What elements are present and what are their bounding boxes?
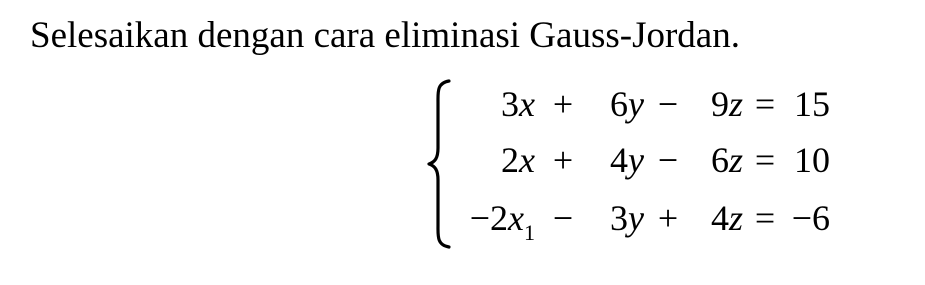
operator-1: + [552, 84, 574, 124]
variable: y [628, 140, 644, 180]
operator-2: − [657, 84, 679, 124]
coefficient: 3 [501, 84, 520, 124]
variable: z [728, 198, 743, 238]
coefficient: −2 [469, 198, 509, 238]
equation-system [425, 78, 845, 250]
equation-row-1 [425, 80, 845, 128]
term-2 [580, 80, 644, 128]
equation-row-2 [425, 136, 845, 184]
term-1 [455, 80, 535, 128]
operator-2: − [657, 140, 679, 180]
variable: x [519, 140, 535, 180]
equation-row-3 [425, 194, 845, 245]
equals-sign: = [754, 84, 776, 124]
variable: y [628, 198, 644, 238]
term-1 [455, 194, 535, 247]
subscript: 1 [524, 220, 535, 245]
variable: x [519, 84, 535, 124]
term-3 [687, 136, 743, 184]
right-hand-side: 15 [794, 84, 830, 124]
operator-2: + [657, 198, 679, 238]
term-1 [455, 136, 535, 184]
coefficient: 4 [610, 140, 629, 180]
right-hand-side: 10 [794, 140, 830, 180]
equals-sign: = [754, 140, 776, 180]
variable: z [728, 140, 743, 180]
operator-1: + [552, 140, 574, 180]
coefficient: 4 [710, 198, 729, 238]
term-3 [687, 194, 743, 242]
right-hand-side: −6 [791, 198, 830, 238]
coefficient: 2 [501, 140, 520, 180]
coefficient: 6 [610, 84, 629, 124]
term-3 [687, 80, 743, 128]
equals-sign: = [754, 198, 776, 238]
coefficient: 9 [710, 84, 729, 124]
problem-instruction: Selesaikan dengan cara eliminasi Gauss-Jordan. [30, 15, 740, 56]
operator-1: − [552, 198, 574, 238]
variable: x [508, 198, 524, 238]
variable: y [628, 84, 644, 124]
term-2 [580, 136, 644, 184]
variable: z [728, 84, 743, 124]
term-2 [580, 194, 644, 242]
coefficient: 3 [610, 198, 629, 238]
coefficient: 6 [710, 140, 729, 180]
